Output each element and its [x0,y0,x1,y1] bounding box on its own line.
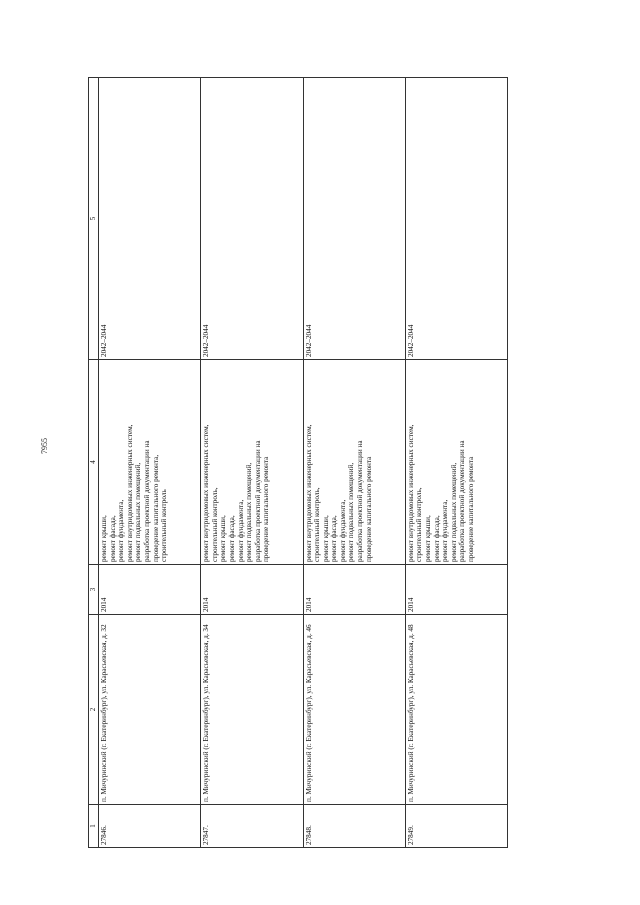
work-item: ремонт фундамента, [441,499,450,562]
work-item: строительный контроль [160,489,169,562]
year-cell: 2014 [405,565,507,615]
work-item: ремонт подвальных помещений, [449,462,458,562]
work-item: разработка проектной документации на [142,440,151,562]
work-item: разработка проектной документации на [458,440,467,562]
work-item: ремонт фундамента, [338,499,347,562]
address-cell: п. Мичуринский (г. Екатеринбург), ул. Карасьевская, д. 46 [303,615,405,805]
work-item: ремонт крыши, [423,515,432,562]
work-item: ремонт фасада, [228,515,237,562]
year-cell: 2014 [303,565,405,615]
work-item: ремонт внутридомовых инженерных систем, [202,424,211,562]
work-item: проведение капитального ремонта [364,456,373,562]
address-cell: п. Мичуринский (г. Екатеринбург), ул. Карасьевская, д. 32 [99,615,201,805]
records-table [88,77,508,848]
work-item: ремонт фасада, [432,515,441,562]
work-item: ремонт крыши, [219,515,228,562]
work-item: разработка проектной документации на [356,440,365,562]
period-cell: 2042–2044 [201,78,303,360]
column-number-5: 5 [89,78,99,360]
row-number-cell: 27847. [201,805,303,848]
work-item: ремонт подвальных помещений, [347,462,356,562]
period-cell: 2042–2044 [303,78,405,360]
work-item: ремонт крыши, [100,515,108,562]
work-item: строительный контроль, [415,487,424,562]
row-number-cell: 27849. [405,805,507,848]
works-cell [405,360,507,565]
works-cell [201,360,303,565]
work-item: ремонт крыши, [321,515,330,562]
work-item: проведение капитального ремонта, [151,454,160,562]
period-cell: 2042–2044 [99,78,201,360]
work-item: ремонт внутридомовых инженерных систем, [406,424,415,562]
work-item: проведение капитального ремонта [466,456,475,562]
year-cell: 2014 [201,565,303,615]
work-item: строительный контроль, [210,487,219,562]
work-item: ремонт фасада, [330,515,339,562]
work-item: ремонт фасада, [108,515,117,562]
work-item: ремонт внутридомовых инженерных систем, [304,424,313,562]
work-item: ремонт внутридомовых инженерных систем, [125,424,134,562]
address-cell: п. Мичуринский (г. Екатеринбург), ул. Карасьевская, д. 34 [201,615,303,805]
work-item: проведение капитального ремонта [262,456,271,562]
column-number-4: 4 [89,360,99,565]
works-cell [303,360,405,565]
table-row [405,78,507,848]
work-item: ремонт фундамента, [236,499,245,562]
table-row [201,78,303,848]
address-cell: п. Мичуринский (г. Екатеринбург), ул. Карасьевская, д. 48 [405,615,507,805]
work-item: строительный контроль, [313,487,322,562]
work-item: разработка проектной документации на [253,440,262,562]
column-number-row [89,78,99,848]
table-row [99,78,201,848]
rotated-table-container [88,78,508,848]
works-cell [99,360,201,565]
year-cell: 2014 [99,565,201,615]
work-item: ремонт подвальных помещений, [134,462,143,562]
table-body [99,78,508,848]
work-item: ремонт фундамента, [117,499,126,562]
page-number: 7955 [40,438,49,454]
row-number-cell: 27846. [99,805,201,848]
column-number-2: 2 [89,615,99,805]
table-row [303,78,405,848]
work-item: ремонт подвальных помещений, [245,462,254,562]
period-cell: 2042–2044 [405,78,507,360]
column-number-1: 1 [89,805,99,848]
row-number-cell: 27848. [303,805,405,848]
column-number-3: 3 [89,565,99,615]
